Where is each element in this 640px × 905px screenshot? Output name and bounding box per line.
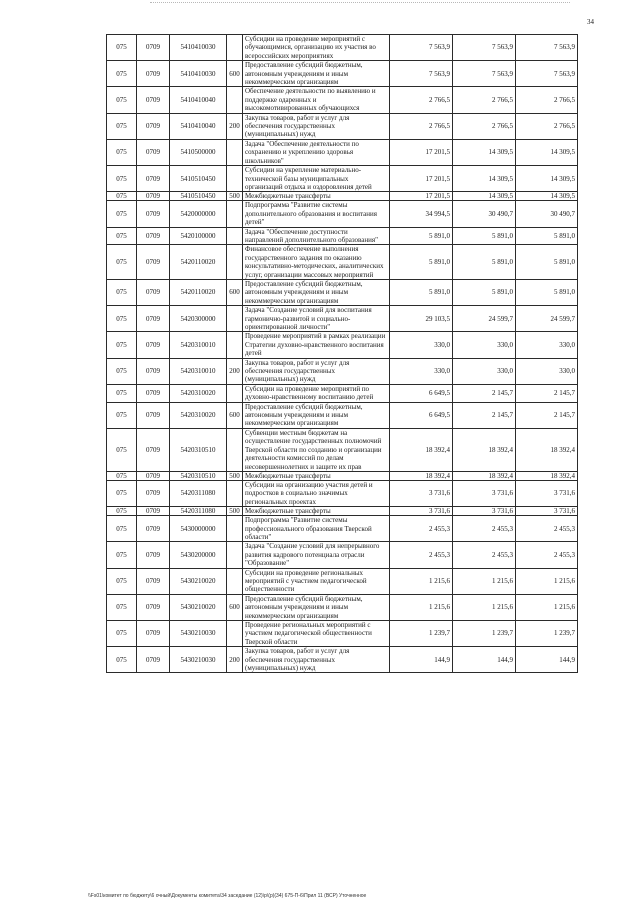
- amount-year2-cell: 330,0: [453, 358, 516, 384]
- amount-year3-cell: 7 563,9: [516, 35, 578, 61]
- description-cell: Межбюджетные трансферты: [243, 507, 390, 516]
- admin-code-cell: 075: [107, 35, 137, 61]
- section-code-cell: 0709: [137, 192, 170, 201]
- expense-type-cell: 500: [227, 507, 243, 516]
- target-article-cell: 5430210030: [170, 647, 227, 673]
- target-article-cell: 5420311080: [170, 480, 227, 506]
- description-cell: Проведение региональных мероприятий с участием педагогической общественности Тверской области: [243, 621, 390, 647]
- expense-type-cell: [227, 227, 243, 245]
- amount-year1-cell: 2 766,5: [390, 87, 453, 113]
- section-code-cell: 0709: [137, 166, 170, 192]
- section-code-cell: 0709: [137, 384, 170, 402]
- description-cell: Задача "Обеспечение доступности направлений дополнительного образования": [243, 227, 390, 245]
- description-cell: Субсидии на укрепление материально-технической базы муниципальных организаций отдыха и оздоровления детей: [243, 166, 390, 192]
- section-code-cell: 0709: [137, 621, 170, 647]
- expense-type-cell: [227, 516, 243, 542]
- expense-type-cell: 600: [227, 61, 243, 87]
- table-row: [107, 332, 578, 358]
- amount-year1-cell: 330,0: [390, 332, 453, 358]
- amount-year1-cell: 5 891,0: [390, 227, 453, 245]
- table-row: [107, 166, 578, 192]
- table-row: [107, 480, 578, 506]
- target-article-cell: 5430210030: [170, 621, 227, 647]
- table-row: [107, 245, 578, 280]
- section-code-cell: 0709: [137, 35, 170, 61]
- description-cell: Обеспечение деятельности по выявлению и поддержке одаренных и высокомотивированных обучающихся: [243, 87, 390, 113]
- target-article-cell: 5420310510: [170, 428, 227, 471]
- amount-year3-cell: 18 392,4: [516, 428, 578, 471]
- table-row: [107, 621, 578, 647]
- section-code-cell: 0709: [137, 306, 170, 332]
- amount-year1-cell: 5 891,0: [390, 245, 453, 280]
- section-code-cell: 0709: [137, 245, 170, 280]
- amount-year2-cell: 3 731,6: [453, 507, 516, 516]
- expense-type-cell: 500: [227, 471, 243, 480]
- admin-code-cell: 075: [107, 192, 137, 201]
- target-article-cell: 5410410040: [170, 113, 227, 139]
- amount-year2-cell: 2 455,3: [453, 516, 516, 542]
- table-row: [107, 542, 578, 568]
- description-cell: Межбюджетные трансферты: [243, 471, 390, 480]
- target-article-cell: 5410410030: [170, 61, 227, 87]
- description-cell: Субсидии на организацию участия детей и подростков в социально значимых региональных проектах: [243, 480, 390, 506]
- amount-year1-cell: 7 563,9: [390, 61, 453, 87]
- expense-type-cell: [227, 568, 243, 594]
- admin-code-cell: 075: [107, 516, 137, 542]
- amount-year1-cell: 1 215,6: [390, 594, 453, 620]
- amount-year1-cell: 6 649,5: [390, 402, 453, 428]
- target-article-cell: 5410510450: [170, 192, 227, 201]
- amount-year2-cell: 144,9: [453, 647, 516, 673]
- target-article-cell: 5420311080: [170, 507, 227, 516]
- table-row: [107, 568, 578, 594]
- expense-type-cell: [227, 87, 243, 113]
- section-code-cell: 0709: [137, 647, 170, 673]
- section-code-cell: 0709: [137, 61, 170, 87]
- expense-type-cell: [227, 139, 243, 165]
- expense-type-cell: 500: [227, 192, 243, 201]
- section-code-cell: 0709: [137, 279, 170, 305]
- amount-year1-cell: 34 994,5: [390, 201, 453, 227]
- amount-year3-cell: 2 766,5: [516, 87, 578, 113]
- admin-code-cell: 075: [107, 402, 137, 428]
- target-article-cell: 5420100000: [170, 227, 227, 245]
- expense-type-cell: [227, 621, 243, 647]
- table-row: [107, 402, 578, 428]
- amount-year1-cell: 18 392,4: [390, 428, 453, 471]
- target-article-cell: 5430210020: [170, 594, 227, 620]
- amount-year1-cell: 17 201,5: [390, 166, 453, 192]
- amount-year1-cell: 3 731,6: [390, 507, 453, 516]
- admin-code-cell: 075: [107, 61, 137, 87]
- description-cell: Межбюджетные трансферты: [243, 192, 390, 201]
- amount-year2-cell: 24 599,7: [453, 306, 516, 332]
- description-cell: Финансовое обеспечение выполнения государственного задания по оказанию консультативно-методических, аналитических услуг, организации массовых мероприятий: [243, 245, 390, 280]
- expense-type-cell: [227, 166, 243, 192]
- expense-type-cell: [227, 332, 243, 358]
- admin-code-cell: 075: [107, 507, 137, 516]
- amount-year3-cell: 30 490,7: [516, 201, 578, 227]
- amount-year2-cell: 1 239,7: [453, 621, 516, 647]
- description-cell: Задача "Создание условий для непрерывного развития кадрового потенциала отрасли "Образование": [243, 542, 390, 568]
- amount-year2-cell: 2 145,7: [453, 384, 516, 402]
- amount-year2-cell: 5 891,0: [453, 279, 516, 305]
- admin-code-cell: 075: [107, 201, 137, 227]
- table-row: [107, 384, 578, 402]
- amount-year3-cell: 14 309,5: [516, 139, 578, 165]
- section-code-cell: 0709: [137, 87, 170, 113]
- admin-code-cell: 075: [107, 332, 137, 358]
- amount-year3-cell: 330,0: [516, 332, 578, 358]
- description-cell: Подпрограмма "Развитие системы профессионального образования Тверской области": [243, 516, 390, 542]
- description-cell: Задача "Создание условий для воспитания гармонично-развитой и социально-ориентированной личности": [243, 306, 390, 332]
- admin-code-cell: 075: [107, 568, 137, 594]
- target-article-cell: 5430200000: [170, 542, 227, 568]
- admin-code-cell: 075: [107, 471, 137, 480]
- amount-year3-cell: 1 215,6: [516, 568, 578, 594]
- admin-code-cell: 075: [107, 594, 137, 620]
- amount-year3-cell: 14 309,5: [516, 192, 578, 201]
- admin-code-cell: 075: [107, 428, 137, 471]
- section-code-cell: 0709: [137, 358, 170, 384]
- amount-year3-cell: 2 766,5: [516, 113, 578, 139]
- description-cell: Субсидии на проведение мероприятий с обучающимися, организацию их участия во всероссийских мероприятиях: [243, 35, 390, 61]
- table-row: [107, 507, 578, 516]
- amount-year3-cell: 2 145,7: [516, 384, 578, 402]
- amount-year2-cell: 7 563,9: [453, 35, 516, 61]
- section-code-cell: 0709: [137, 507, 170, 516]
- admin-code-cell: 075: [107, 647, 137, 673]
- table-row: [107, 279, 578, 305]
- admin-code-cell: 075: [107, 113, 137, 139]
- amount-year1-cell: 7 563,9: [390, 35, 453, 61]
- table-row: [107, 306, 578, 332]
- amount-year3-cell: 5 891,0: [516, 279, 578, 305]
- expense-type-cell: [227, 480, 243, 506]
- expense-type-cell: [227, 201, 243, 227]
- expense-type-cell: 200: [227, 358, 243, 384]
- section-code-cell: 0709: [137, 332, 170, 358]
- description-cell: Подпрограмма "Развитие системы дополнительного образования и воспитания детей": [243, 201, 390, 227]
- table-row: [107, 35, 578, 61]
- amount-year3-cell: 144,9: [516, 647, 578, 673]
- amount-year3-cell: 2 455,3: [516, 542, 578, 568]
- target-article-cell: 5420310010: [170, 332, 227, 358]
- admin-code-cell: 075: [107, 279, 137, 305]
- description-cell: Предоставление субсидий бюджетным, автономным учреждениям и иным некоммерческим организациям: [243, 594, 390, 620]
- admin-code-cell: 075: [107, 542, 137, 568]
- amount-year2-cell: 1 215,6: [453, 594, 516, 620]
- description-cell: Субвенции местным бюджетам на осуществление государственных полномочий Тверской области по созданию и организации деятельности комиссий по делам несовершеннолетних и защите их прав: [243, 428, 390, 471]
- amount-year3-cell: 2 145,7: [516, 402, 578, 428]
- amount-year3-cell: 1 215,6: [516, 594, 578, 620]
- target-article-cell: 5420310020: [170, 384, 227, 402]
- table-row: [107, 358, 578, 384]
- admin-code-cell: 075: [107, 480, 137, 506]
- table-row: [107, 227, 578, 245]
- section-code-cell: 0709: [137, 542, 170, 568]
- table-row: [107, 471, 578, 480]
- amount-year1-cell: 18 392,4: [390, 471, 453, 480]
- footer-file-path: \\Fs01\комитет по бюджету\6 очный\Документы комитета\34 заседание (12)\р\(р)(34) 675-П-6\Прил 11 (ВСР) Уточненное: [88, 893, 367, 899]
- amount-year2-cell: 3 731,6: [453, 480, 516, 506]
- expense-type-cell: [227, 306, 243, 332]
- amount-year1-cell: 6 649,5: [390, 384, 453, 402]
- amount-year2-cell: 30 490,7: [453, 201, 516, 227]
- target-article-cell: 5420310010: [170, 358, 227, 384]
- section-code-cell: 0709: [137, 139, 170, 165]
- amount-year3-cell: 14 309,5: [516, 166, 578, 192]
- amount-year1-cell: 2 455,3: [390, 516, 453, 542]
- table-row: [107, 647, 578, 673]
- description-cell: Предоставление субсидий бюджетным, автономным учреждениям и иным некоммерческим организациям: [243, 279, 390, 305]
- section-code-cell: 0709: [137, 480, 170, 506]
- section-code-cell: 0709: [137, 428, 170, 471]
- amount-year2-cell: 2 455,3: [453, 542, 516, 568]
- amount-year2-cell: 14 309,5: [453, 139, 516, 165]
- section-code-cell: 0709: [137, 471, 170, 480]
- amount-year2-cell: 1 215,6: [453, 568, 516, 594]
- amount-year2-cell: 5 891,0: [453, 245, 516, 280]
- amount-year1-cell: 330,0: [390, 358, 453, 384]
- amount-year2-cell: 14 309,5: [453, 166, 516, 192]
- amount-year3-cell: 330,0: [516, 358, 578, 384]
- section-code-cell: 0709: [137, 227, 170, 245]
- amount-year1-cell: 1 239,7: [390, 621, 453, 647]
- target-article-cell: 5420110020: [170, 279, 227, 305]
- admin-code-cell: 075: [107, 227, 137, 245]
- amount-year1-cell: 5 891,0: [390, 279, 453, 305]
- amount-year3-cell: 18 392,4: [516, 471, 578, 480]
- expense-type-cell: 200: [227, 647, 243, 673]
- amount-year2-cell: 18 392,4: [453, 428, 516, 471]
- budget-table: [106, 34, 578, 673]
- section-code-cell: 0709: [137, 516, 170, 542]
- admin-code-cell: 075: [107, 358, 137, 384]
- table-row: [107, 113, 578, 139]
- description-cell: Закупка товаров, работ и услуг для обеспечения государственных (муниципальных) нужд: [243, 647, 390, 673]
- description-cell: Субсидии на проведение региональных мероприятий с участием педагогической общественности: [243, 568, 390, 594]
- admin-code-cell: 075: [107, 384, 137, 402]
- expense-type-cell: [227, 542, 243, 568]
- amount-year3-cell: 5 891,0: [516, 245, 578, 280]
- target-article-cell: 5410510450: [170, 166, 227, 192]
- target-article-cell: 5420110020: [170, 245, 227, 280]
- amount-year2-cell: 18 392,4: [453, 471, 516, 480]
- table-row: [107, 516, 578, 542]
- amount-year3-cell: 5 891,0: [516, 227, 578, 245]
- target-article-cell: 5430000000: [170, 516, 227, 542]
- amount-year3-cell: 2 455,3: [516, 516, 578, 542]
- page-number: 34: [587, 18, 594, 26]
- amount-year2-cell: 330,0: [453, 332, 516, 358]
- target-article-cell: 5420310020: [170, 402, 227, 428]
- section-code-cell: 0709: [137, 201, 170, 227]
- amount-year3-cell: 1 239,7: [516, 621, 578, 647]
- amount-year2-cell: 7 563,9: [453, 61, 516, 87]
- table-row: [107, 61, 578, 87]
- amount-year1-cell: 1 215,6: [390, 568, 453, 594]
- amount-year3-cell: 24 599,7: [516, 306, 578, 332]
- amount-year1-cell: 29 103,5: [390, 306, 453, 332]
- table-row: [107, 139, 578, 165]
- amount-year2-cell: 2 766,5: [453, 113, 516, 139]
- scan-noise-line: [150, 2, 570, 7]
- expense-type-cell: [227, 428, 243, 471]
- admin-code-cell: 075: [107, 87, 137, 113]
- section-code-cell: 0709: [137, 113, 170, 139]
- target-article-cell: 5420310510: [170, 471, 227, 480]
- table-row: [107, 192, 578, 201]
- expense-type-cell: 600: [227, 279, 243, 305]
- admin-code-cell: 075: [107, 245, 137, 280]
- description-cell: Закупка товаров, работ и услуг для обеспечения государственных (муниципальных) нужд: [243, 358, 390, 384]
- target-article-cell: 5410410040: [170, 87, 227, 113]
- amount-year2-cell: 2 145,7: [453, 402, 516, 428]
- table-row: [107, 87, 578, 113]
- expense-type-cell: [227, 35, 243, 61]
- amount-year3-cell: 7 563,9: [516, 61, 578, 87]
- description-cell: Задача "Обеспечение деятельности по сохранению и укреплению здоровья школьников": [243, 139, 390, 165]
- expense-type-cell: [227, 384, 243, 402]
- target-article-cell: 5420300000: [170, 306, 227, 332]
- expense-type-cell: 600: [227, 594, 243, 620]
- target-article-cell: 5410500000: [170, 139, 227, 165]
- expense-type-cell: 200: [227, 113, 243, 139]
- section-code-cell: 0709: [137, 568, 170, 594]
- target-article-cell: 5420000000: [170, 201, 227, 227]
- description-cell: Закупка товаров, работ и услуг для обеспечения государственных (муниципальных) нужд: [243, 113, 390, 139]
- expense-type-cell: [227, 245, 243, 280]
- expense-type-cell: 600: [227, 402, 243, 428]
- description-cell: Субсидии на проведение мероприятий по духовно-нравственному воспитанию детей: [243, 384, 390, 402]
- description-cell: Предоставление субсидий бюджетным, автономным учреждениям и иным некоммерческим организациям: [243, 61, 390, 87]
- amount-year2-cell: 14 309,5: [453, 192, 516, 201]
- amount-year1-cell: 2 766,5: [390, 113, 453, 139]
- admin-code-cell: 075: [107, 621, 137, 647]
- amount-year2-cell: 2 766,5: [453, 87, 516, 113]
- table-row: [107, 594, 578, 620]
- budget-table-body: [107, 35, 578, 673]
- description-cell: Проведение мероприятий в рамках реализации Стратегии духовно-нравственного воспитания детей: [243, 332, 390, 358]
- amount-year2-cell: 5 891,0: [453, 227, 516, 245]
- target-article-cell: 5430210020: [170, 568, 227, 594]
- amount-year1-cell: 2 455,3: [390, 542, 453, 568]
- section-code-cell: 0709: [137, 402, 170, 428]
- description-cell: Предоставление субсидий бюджетным, автономным учреждениям и иным некоммерческим организациям: [243, 402, 390, 428]
- amount-year3-cell: 3 731,6: [516, 507, 578, 516]
- target-article-cell: 5410410030: [170, 35, 227, 61]
- table-row: [107, 201, 578, 227]
- admin-code-cell: 075: [107, 306, 137, 332]
- amount-year1-cell: 3 731,6: [390, 480, 453, 506]
- admin-code-cell: 075: [107, 139, 137, 165]
- section-code-cell: 0709: [137, 594, 170, 620]
- admin-code-cell: 075: [107, 166, 137, 192]
- amount-year1-cell: 17 201,5: [390, 192, 453, 201]
- table-row: [107, 428, 578, 471]
- amount-year3-cell: 3 731,6: [516, 480, 578, 506]
- amount-year1-cell: 17 201,5: [390, 139, 453, 165]
- amount-year1-cell: 144,9: [390, 647, 453, 673]
